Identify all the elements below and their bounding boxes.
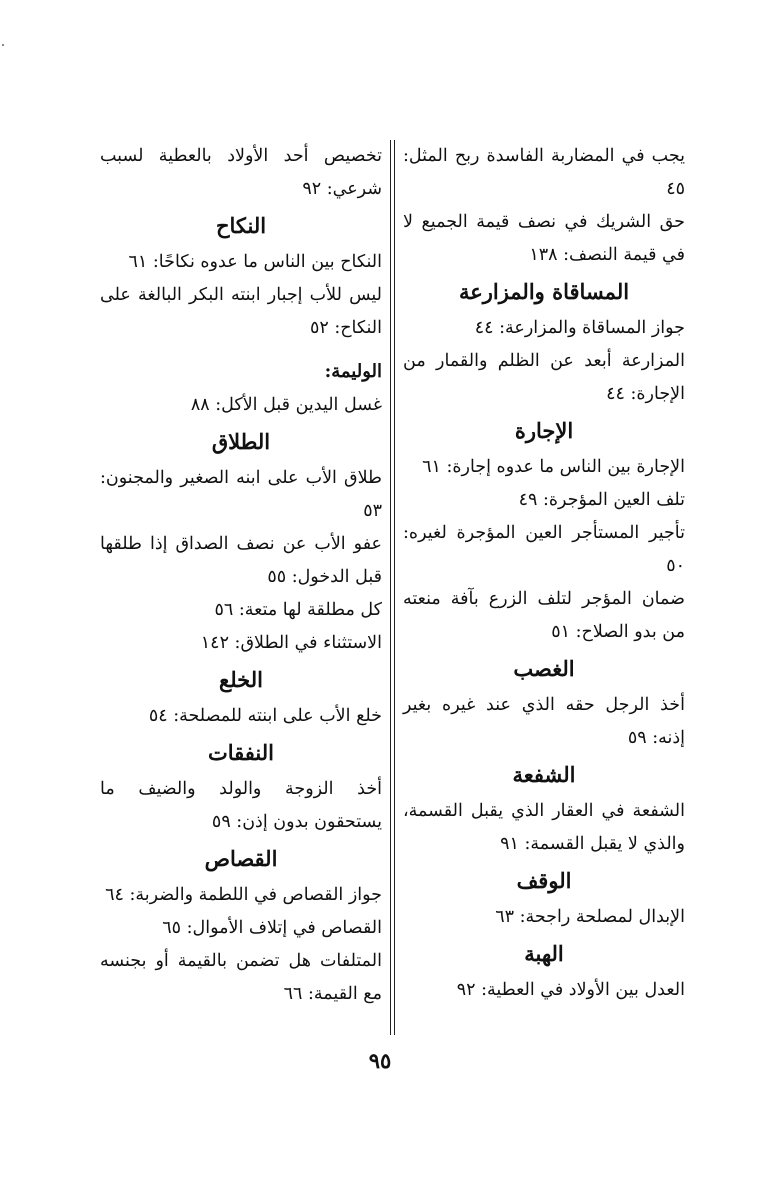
section-heading: الإجارة — [514, 418, 574, 443]
index-entry: أخذ الزوجة والولد والضيف ما يستحقون بدون إذن: ٥٩ — [100, 779, 382, 832]
index-entry: خلع الأب على ابنته للمصلحة: ٥٤ — [148, 706, 382, 726]
section-heading: الغصب — [513, 656, 575, 681]
section-heading: النكاح — [215, 213, 267, 238]
index-entry: الشفعة في العقار الذي يقبل القسمة، والذي لا يقبل القسمة: ٩١ — [403, 801, 685, 854]
left-column — [100, 140, 382, 1011]
section-heading: الوقف — [516, 868, 572, 893]
column-divider — [390, 140, 395, 1035]
section-heading: المساقاة والمزارعة — [458, 279, 630, 304]
scan-mark — [2, 44, 4, 46]
index-entry: تلف العين المؤجرة: ٤٩ — [518, 490, 685, 510]
section-heading: القصاص — [204, 846, 278, 871]
index-entry: جواز القصاص في اللطمة والضربة: ٦٤ — [105, 885, 382, 905]
section-heading: الخلع — [219, 667, 263, 692]
index-entry: عفو الأب عن نصف الصداق إذا طلقها قبل الدخول: ٥٥ — [100, 534, 382, 587]
index-entry: المزارعة أبعد عن الظلم والقمار من الإجارة: ٤٤ — [403, 351, 685, 404]
index-entry: النكاح بين الناس ما عدوه نكاحًا: ٦١ — [128, 252, 382, 272]
right-column — [403, 140, 685, 1007]
index-page — [100, 140, 685, 1035]
section-heading: الشفعة — [512, 762, 576, 787]
index-entry: المتلفات هل تضمن بالقيمة أو بجنسه مع القيمة: ٦٦ — [100, 951, 382, 1004]
index-entry: طلاق الأب على ابنه الصغير والمجنون: ٥٣ — [100, 468, 382, 521]
section-heading: الطلاق — [211, 429, 271, 454]
index-entry: ضمان المؤجر لتلف الزرع بآفة منعته من بدو الصلاح: ٥١ — [403, 589, 685, 642]
index-entry: العدل بين الأولاد في العطية: ٩٢ — [456, 980, 685, 1000]
index-entry: جواز المساقاة والمزارعة: ٤٤ — [474, 318, 685, 338]
subsection-heading: الوليمة: — [324, 361, 382, 382]
page-number: ٩٥ — [368, 1048, 392, 1073]
index-entry: كل مطلقة لها متعة: ٥٦ — [214, 600, 382, 620]
index-entry: ليس للأب إجبار ابنته البكر البالغة على النكاح: ٥٢ — [100, 285, 382, 338]
index-entry: حق الشريك في نصف قيمة الجميع لا في قيمة النصف: ١٣٨ — [403, 212, 685, 265]
index-entry: الإجارة بين الناس ما عدوه إجارة: ٦١ — [422, 457, 685, 477]
index-entry: تأجير المستأجر العين المؤجرة لغيره: ٥٠ — [403, 523, 685, 576]
index-entry: غسل اليدين قبل الأكل: ٨٨ — [190, 395, 382, 415]
index-entry: الإبدال لمصلحة راجحة: ٦٣ — [495, 907, 685, 927]
index-entry: تخصيص أحد الأولاد بالعطية لسبب شرعي: ٩٢ — [100, 146, 382, 199]
index-entry: أخذ الرجل حقه الذي عند غيره بغير إذنه: ٥٩ — [403, 695, 685, 748]
index-entry: الاستثناء في الطلاق: ١٤٢ — [200, 633, 382, 653]
section-heading: النفقات — [208, 740, 274, 765]
index-entry: يجب في المضاربة الفاسدة ربح المثل: ٤٥ — [403, 146, 685, 199]
index-entry: القصاص في إتلاف الأموال: ٦٥ — [162, 918, 382, 938]
section-heading: الهبة — [524, 941, 564, 966]
